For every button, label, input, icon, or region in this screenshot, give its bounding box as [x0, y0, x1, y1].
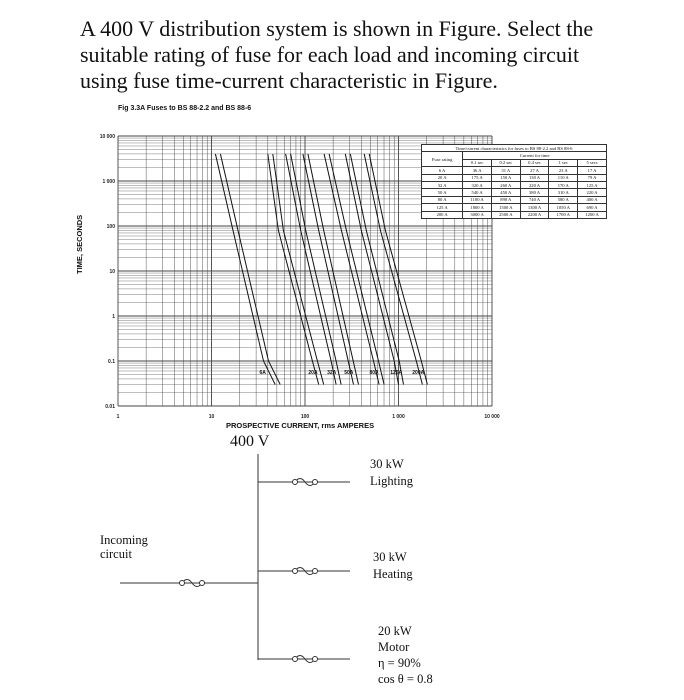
- load-type: Motor: [378, 640, 410, 654]
- current-cell: 23 A: [549, 167, 578, 174]
- table-row: [422, 181, 607, 188]
- supply-voltage-label: 400 V: [230, 433, 270, 450]
- table-row: [422, 167, 607, 174]
- curve-200A: [364, 154, 425, 385]
- incoming-fuse-icon: [182, 580, 202, 587]
- curve-label: 80A: [369, 370, 379, 376]
- current-cell: 130 A: [520, 174, 549, 181]
- current-cell: 79 A: [578, 174, 607, 181]
- fuse-rating-cell: 200 A: [422, 211, 463, 218]
- incoming-circuit-label: [100, 533, 148, 561]
- current-cell: 36 A: [463, 167, 492, 174]
- current-cell: 1050 A: [549, 204, 578, 211]
- lighting-fuse-terminal: [313, 480, 318, 485]
- curve-label: 200A: [412, 370, 425, 376]
- load-type: Heating: [373, 567, 413, 581]
- y-tick-label: 10 000: [99, 134, 115, 140]
- incoming-fuse-terminal: [200, 581, 205, 586]
- fuse-characteristics-table: [421, 144, 607, 219]
- load-efficiency: η = 90%: [378, 656, 421, 670]
- current-cell: 400 A: [578, 196, 607, 203]
- figure-caption: Fig 3.3A Fuses to BS 88-2.2 and BS 88-6: [118, 105, 252, 112]
- current-cell: 125 A: [578, 181, 607, 188]
- table-time-header: 0.4 sec: [520, 159, 549, 166]
- fuse-rating-cell: 6 A: [422, 167, 463, 174]
- curve-32A-upper: [291, 154, 342, 385]
- current-cell: 220 A: [578, 189, 607, 196]
- load-power-factor: cos θ = 0.8: [378, 672, 433, 686]
- table-row: [422, 204, 607, 211]
- current-cell: 17 A: [578, 167, 607, 174]
- current-cell: 31 A: [491, 167, 520, 174]
- incoming-label-line: Incoming: [100, 533, 148, 547]
- table-time-header: 0.1 sec: [463, 159, 492, 166]
- current-cell: 27 A: [520, 167, 549, 174]
- curve-label: 32A: [327, 370, 337, 376]
- table-time-header: 0.2 sec: [491, 159, 520, 166]
- heating-fuse-icon: [295, 568, 315, 575]
- load-power: 30 kW: [370, 457, 404, 471]
- x-axis-label: PROSPECTIVE CURRENT, rms AMPERES: [226, 421, 375, 430]
- table-header-span: Current for time: [463, 152, 607, 159]
- table-body: [422, 167, 607, 219]
- fuse-rating-cell: 20 A: [422, 174, 463, 181]
- y-tick-label: 100: [106, 224, 115, 230]
- current-cell: 175 A: [463, 174, 492, 181]
- incoming-fuse-terminal: [180, 581, 185, 586]
- lighting-fuse-icon: [295, 479, 315, 486]
- current-cell: 320 A: [463, 181, 492, 188]
- current-cell: 1800 A: [463, 204, 492, 211]
- fuse-rating-cell: 80 A: [422, 196, 463, 203]
- current-cell: 690 A: [578, 204, 607, 211]
- x-tick-label: 1 000: [392, 414, 405, 420]
- current-cell: 540 A: [463, 189, 492, 196]
- y-tick-label: 1: [112, 314, 115, 320]
- curve-label: 125A: [390, 370, 403, 376]
- load-lighting: [370, 456, 413, 490]
- table-row: [422, 189, 607, 196]
- current-cell: 580 A: [549, 196, 578, 203]
- curve-20A-upper: [273, 154, 324, 385]
- curve-label: 6A: [259, 370, 266, 376]
- table-row: [422, 174, 607, 181]
- fuse-rating-cell: 50 A: [422, 189, 463, 196]
- heating-fuse-terminal: [313, 569, 318, 574]
- x-tick-label: 1: [116, 414, 120, 420]
- current-cell: 450 A: [491, 189, 520, 196]
- incoming-label-line: circuit: [100, 547, 132, 561]
- motor-fuse-terminal: [293, 657, 298, 662]
- current-cell: 380 A: [520, 189, 549, 196]
- heating-fuse-terminal: [293, 569, 298, 574]
- current-cell: 2200 A: [520, 211, 549, 218]
- x-tick-label: 10: [208, 414, 215, 420]
- load-power: 20 kW: [378, 624, 412, 638]
- load-type: Lighting: [370, 474, 414, 488]
- current-cell: 1500 A: [491, 204, 520, 211]
- current-cell: 3000 A: [463, 211, 492, 218]
- y-tick-label: 10: [109, 269, 115, 275]
- fuse-rating-cell: 125 A: [422, 204, 463, 211]
- y-tick-label: 0.01: [105, 404, 115, 410]
- table-row: [422, 211, 607, 218]
- y-tick-label: 0.1: [108, 359, 115, 365]
- x-tick-label: 10 000: [484, 414, 500, 420]
- current-cell: 1100 A: [463, 196, 492, 203]
- current-cell: 1300 A: [520, 204, 549, 211]
- motor-fuse-terminal: [313, 657, 318, 662]
- x-tick-label: 100: [300, 414, 310, 420]
- question-text: A 400 V distribution system is shown in Figure. Select the suitable rating of fuse for each load and incoming circuit using fuse time-current characteristic in Figure.: [80, 16, 594, 93]
- current-cell: 150 A: [491, 174, 520, 181]
- curve-label: 50A: [344, 370, 354, 376]
- current-cell: 260 A: [491, 181, 520, 188]
- y-axis-label: TIME, SECONDS: [75, 214, 84, 274]
- current-cell: 310 A: [549, 189, 578, 196]
- current-cell: 890 A: [491, 196, 520, 203]
- current-cell: 220 A: [520, 181, 549, 188]
- y-tick-label: 1 000: [102, 179, 115, 185]
- load-power: 30 kW: [373, 550, 407, 564]
- curve-6A-upper: [220, 154, 280, 385]
- fuse-rating-cell: 32 A: [422, 181, 463, 188]
- lighting-fuse-terminal: [293, 480, 298, 485]
- current-cell: 1700 A: [549, 211, 578, 218]
- load-heating: [373, 549, 413, 583]
- load-motor: [378, 623, 433, 687]
- motor-fuse-icon: [295, 656, 315, 663]
- curve-label: 20A: [308, 370, 318, 376]
- table-header-fuse: Fuse rating: [422, 152, 463, 167]
- table-row: [422, 196, 607, 203]
- table-time-header: 5 secs: [578, 159, 607, 166]
- current-cell: 170 A: [549, 181, 578, 188]
- current-cell: 1200 A: [578, 211, 607, 218]
- table-title: Time/current characteristics for fuses to BS 88-2.2 and BS 88-6: [422, 145, 607, 152]
- current-cell: 2500 A: [491, 211, 520, 218]
- current-cell: 740 A: [520, 196, 549, 203]
- current-cell: 110 A: [549, 174, 578, 181]
- table-time-header: 1 sec: [549, 159, 578, 166]
